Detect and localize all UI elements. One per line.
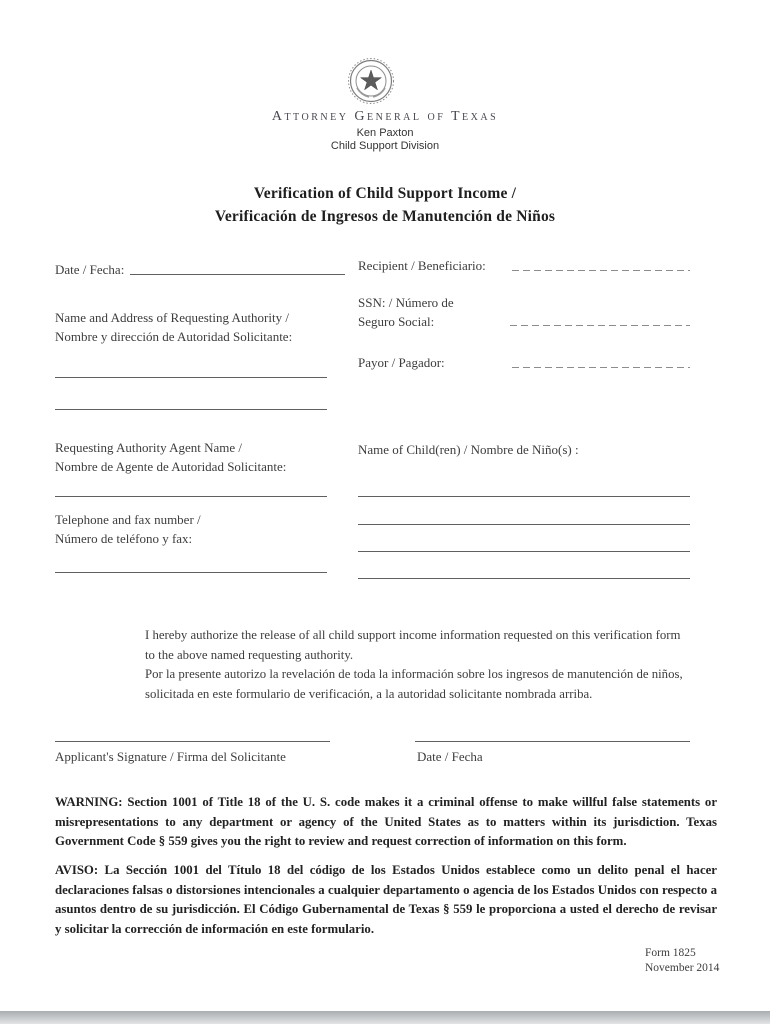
children-label: Name of Child(ren) / Nombre de Niño(s) : <box>358 442 579 457</box>
agency-name: Attorney General of Texas <box>271 109 499 124</box>
recipient-field <box>358 256 690 275</box>
texas-state-seal-icon <box>347 56 395 106</box>
scan-artifact-bar <box>0 1011 770 1024</box>
children-input-line-2[interactable] <box>358 524 690 525</box>
form-title <box>0 182 770 228</box>
phone-label: Telephone and fax number / Número de teléfono y fax: <box>55 512 201 546</box>
authorization-statement <box>145 626 693 704</box>
ssn-input-line[interactable] <box>510 325 690 326</box>
authorization-spanish: Por la presente autorizo la revelación de toda la información sobre los ingresos de manutención de niños, solicitada en este formulario de verificación, a la autoridad solicitante nombrada arriba. <box>145 667 683 701</box>
signature-date-label: Date / Fecha <box>417 749 483 764</box>
phone-input-line[interactable] <box>55 572 327 573</box>
ssn-label: SSN: / Número de Seguro Social: <box>358 295 454 329</box>
authorization-english: I hereby authorize the release of all child support income information requested on this verification form to the above named requesting authority. <box>145 628 681 662</box>
children-input-line-1[interactable] <box>358 496 690 497</box>
warning-paragraph: WARNING: Section 1001 of Title 18 of the U. S. code makes it a criminal offense to make willful false statements or misrepresentations to any department or agency of the United States as to matters within its jurisdiction. Texas Government Code § 559 gives you the right to review and request correction of information on this form. <box>55 795 717 848</box>
signature-date-line[interactable] <box>415 741 690 742</box>
requesting-authority-input-line-1[interactable] <box>55 377 327 378</box>
form-date: November 2014 <box>645 962 720 974</box>
applicant-signature-line[interactable] <box>55 741 330 742</box>
payor-field <box>358 353 690 372</box>
form-title-english: Verification of Child Support Income / <box>253 185 517 202</box>
aviso-paragraph: AVISO: La Sección 1001 del Título 18 del código de los Estados Unidos establece como un delito penal el hacer declaraciones falsas o distorsiones intencionales a cualquier departamento o agencia de los Estados Unidos con respecto a asuntos dentro de su jurisdicción. El Código Gubernamental de Texas § 559 le proporciona a usted el derecho de revisar y solicitar la corrección de información en este formulario. <box>55 863 717 936</box>
payor-label: Payor / Pagador: <box>358 355 445 370</box>
applicant-signature-label: Applicant's Signature / Firma del Solicitante <box>55 749 286 764</box>
official-name: Ken Paxton <box>356 127 414 139</box>
recipient-label: Recipient / Beneficiario: <box>358 258 486 273</box>
form-number: Form 1825 <box>645 947 696 959</box>
agent-name-input-line[interactable] <box>55 496 327 497</box>
agent-name-label: Requesting Authority Agent Name / Nombre de Agente de Autoridad Solicitante: <box>55 440 287 474</box>
children-input-line-4[interactable] <box>358 578 690 579</box>
requesting-authority-input-line-2[interactable] <box>55 409 327 410</box>
date-input-line[interactable] <box>130 274 345 275</box>
requesting-authority-label: Name and Address of Requesting Authority / Nombre y dirección de Autoridad Solicitante: <box>55 310 293 344</box>
recipient-input-line[interactable] <box>512 270 690 271</box>
date-label: Date / Fecha: <box>55 262 125 277</box>
form-title-spanish: Verificación de Ingresos de Manutención de Niños <box>214 208 556 225</box>
division-name: Child Support Division <box>330 140 440 152</box>
children-input-line-3[interactable] <box>358 551 690 552</box>
date-field <box>55 260 345 279</box>
payor-input-line[interactable] <box>512 367 690 368</box>
form-footer <box>645 946 719 976</box>
